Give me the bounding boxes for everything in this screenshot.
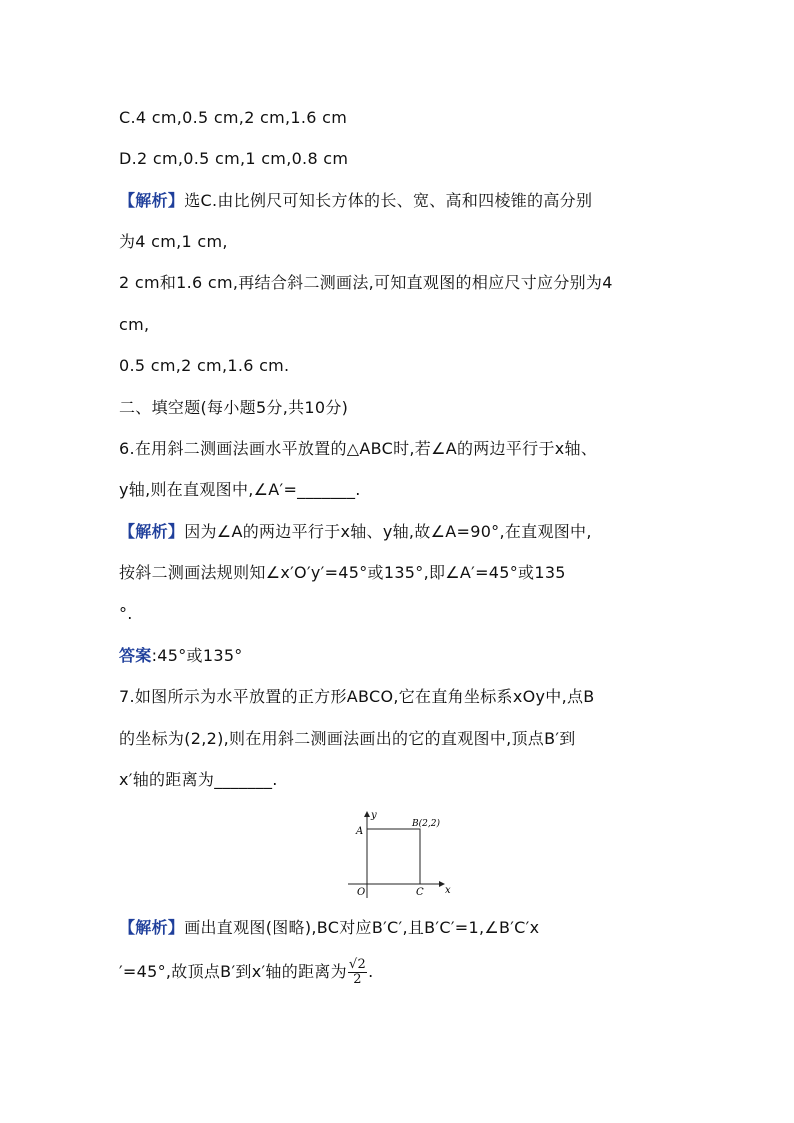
analysis-tag: 【解析】 (119, 918, 185, 937)
analysis-7-line-1 (119, 918, 539, 938)
analysis-5-line-2: 为4 cm,1 cm, (119, 232, 228, 251)
fraction-sqrt2-over-2 (348, 958, 367, 987)
analysis-6-line-1 (119, 522, 592, 542)
analysis-5-line-3: 2 cm和1.6 cm,再结合斜二测画法,可知直观图的相应尺寸应分别为4 (119, 273, 613, 292)
answer-label: 答案 (119, 646, 152, 665)
analysis-5-line-4: cm, (119, 315, 150, 334)
analysis-text: 选C.由比例尺可知长方体的长、宽、高和四棱锥的高分别 (184, 191, 593, 210)
square-abco (367, 829, 420, 884)
analysis-text: 画出直观图(图略),BC对应B′C′,且B′C′=1,∠B′C′x (184, 918, 540, 937)
question-6-line-2: y轴,则在直观图中,∠A′=_______. (119, 480, 361, 499)
square-figure (340, 806, 460, 900)
question-7-line-3: x′轴的距离为_______. (119, 770, 278, 789)
y-axis-label: y (371, 810, 377, 821)
question-7-line-2: 的坐标为(2,2),则在用斜二测画法画出的它的直观图中,顶点B′到 (119, 729, 576, 748)
x-axis-label: x (445, 885, 451, 896)
answer-6 (119, 646, 243, 666)
point-a-label: A (356, 826, 364, 837)
point-b-label: B(2,2) (412, 819, 440, 829)
fraction-numerator: √2 (348, 957, 367, 972)
question-7-line-1: 7.如图所示为水平放置的正方形ABCO,它在直角坐标系xOy中,点B (119, 687, 595, 706)
section-heading: 二、填空题(每小题5分,共10分) (119, 398, 349, 417)
analysis-tag: 【解析】 (119, 191, 185, 210)
sentence-end: . (368, 962, 374, 981)
question-6-line-1: 6.在用斜二测画法画水平放置的△ABC时,若∠A的两边平行于x轴、 (119, 439, 598, 458)
analysis-6-line-3: °. (119, 604, 133, 623)
analysis-7-line-2 (119, 955, 373, 989)
origin-label: O (357, 887, 366, 898)
analysis-6-line-2: 按斜二测画法规则知∠x′O′y′=45°或135°,即∠A′=45°或135 (119, 563, 566, 582)
option-c: C.4 cm,0.5 cm,2 cm,1.6 cm (119, 108, 348, 127)
option-d: D.2 cm,0.5 cm,1 cm,0.8 cm (119, 149, 349, 168)
analysis-text: 因为∠A的两边平行于x轴、y轴,故∠A=90°,在直观图中, (184, 522, 592, 541)
answer-text: :45°或135° (151, 646, 243, 665)
point-c-label: C (416, 887, 424, 898)
analysis-text: ′=45°,故顶点B′到x′轴的距离为 (119, 962, 347, 981)
analysis-tag: 【解析】 (119, 522, 185, 541)
fraction-denominator: 2 (353, 972, 362, 987)
analysis-5-line-5: 0.5 cm,2 cm,1.6 cm. (119, 356, 290, 375)
analysis-5-line-1 (119, 191, 592, 211)
